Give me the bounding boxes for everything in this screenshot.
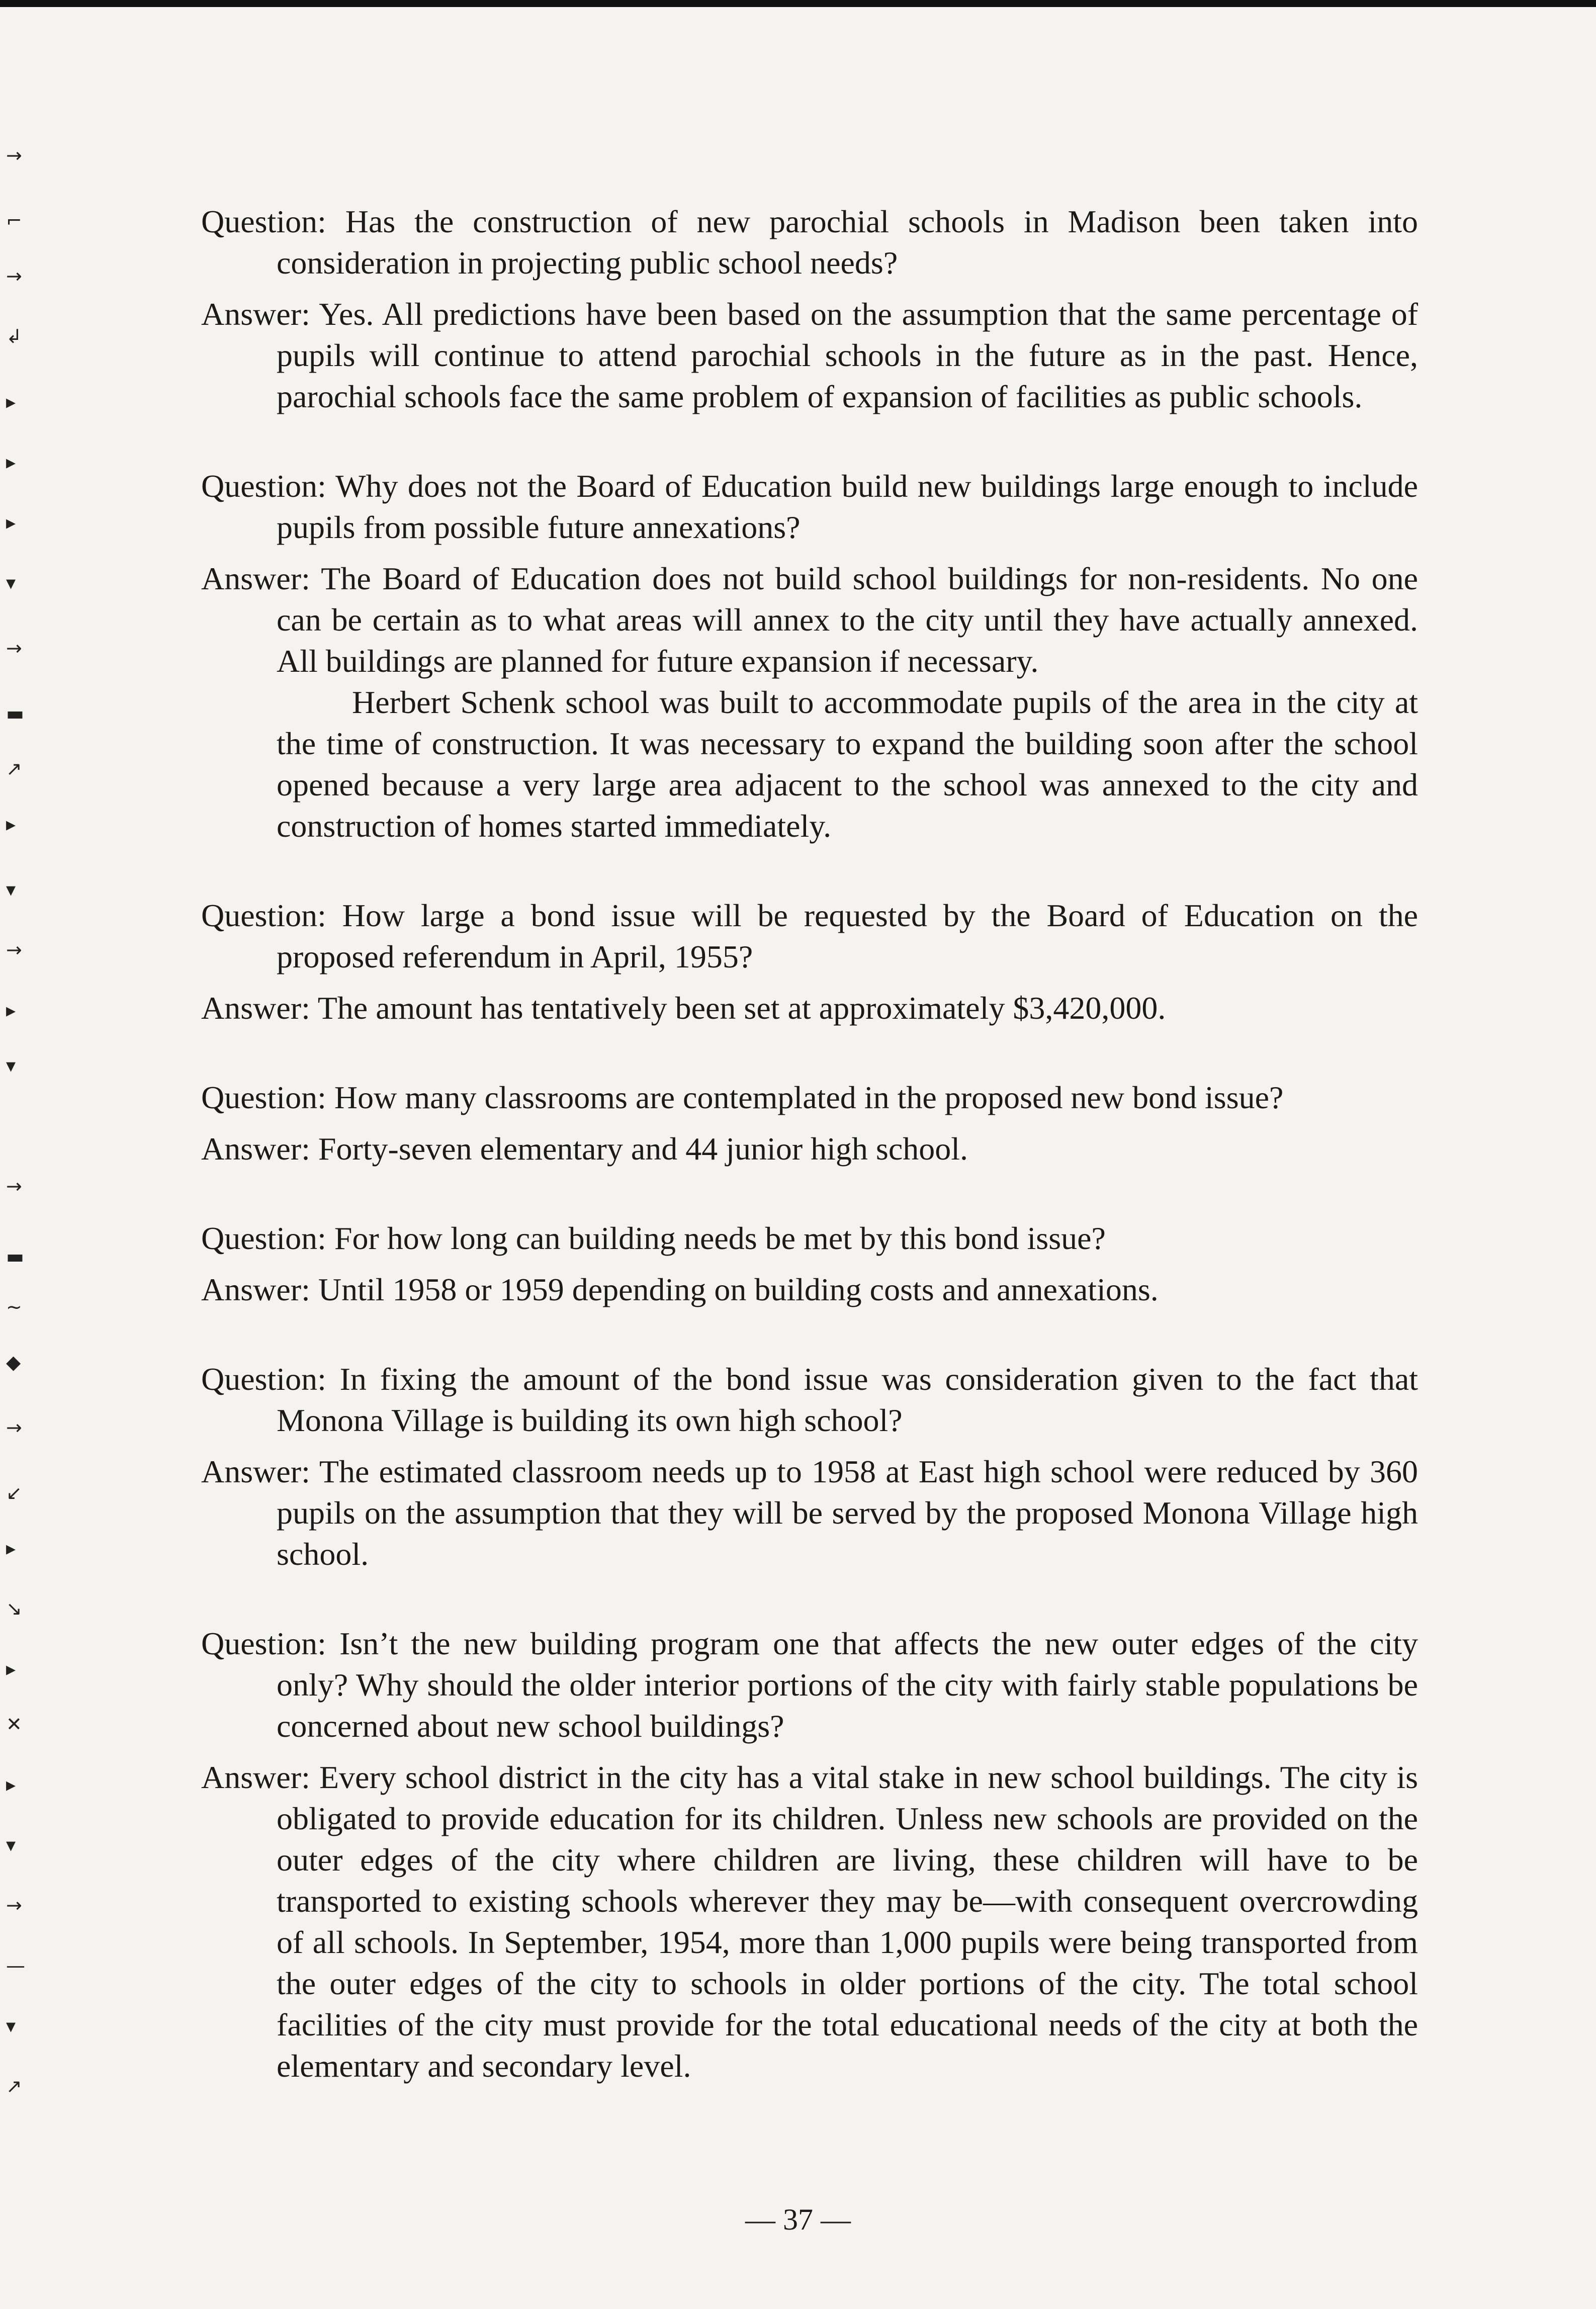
margin-tick-mark: ✕ — [6, 1713, 22, 1735]
margin-tick-mark: ▬ — [6, 1246, 24, 1268]
question-1 — [201, 201, 1418, 284]
margin-tick-mark: ↗ — [6, 758, 22, 780]
margin-tick-mark: → — [6, 637, 22, 659]
margin-tick-mark: ◆ — [6, 1351, 21, 1373]
answer-7 — [201, 1757, 1418, 2087]
margin-tick-mark: → — [6, 1416, 22, 1439]
answer-text: Yes. All predictions have been based on the assumption that the same percentage of pupils will continue to attend parochial schools in the future as in the past. Hence, parochial schools face the same problem of expansion of facilities as public schools. — [277, 296, 1418, 414]
answer-1 — [201, 294, 1418, 417]
binding-margin-marks — [0, 0, 45, 2309]
question-4 — [201, 1077, 1418, 1118]
margin-tick-mark: ▸ — [6, 511, 16, 534]
question-label: Question: — [201, 1080, 326, 1115]
answer-3 — [201, 988, 1418, 1029]
top-edge-rule — [0, 0, 1596, 7]
margin-tick-mark: ⌐ — [6, 210, 22, 232]
margin-tick-mark: ▸ — [6, 391, 16, 413]
answer-label: Answer: — [201, 990, 310, 1026]
question-label: Question: — [201, 468, 326, 504]
answer-label: Answer: — [201, 561, 310, 596]
answer-label: Answer: — [201, 1454, 310, 1489]
page-number: — 37 — — [745, 2203, 851, 2236]
margin-tick-mark: ↲ — [6, 325, 22, 347]
answer-label: Answer: — [201, 1131, 310, 1167]
margin-tick-mark: — — [6, 1955, 25, 1977]
margin-tick-mark: → — [6, 144, 22, 166]
question-text: Isn’t the new building program one that affects the new outer edges of the city only? Why should the older interior portions of the city with fairly stable populations be concerned about new school buildings? — [277, 1626, 1418, 1744]
margin-tick-mark: ▸ — [6, 451, 16, 473]
question-text: For how long can building needs be met by this bond issue? — [334, 1220, 1106, 1256]
answer-label: Answer: — [201, 1759, 310, 1795]
question-text: How many classrooms are contemplated in the proposed new bond issue? — [334, 1080, 1284, 1115]
question-text: In fixing the amount of the bond issue was consideration given to the fact that Monona Village is building its own high school? — [277, 1361, 1418, 1438]
margin-tick-mark: ▾ — [6, 1054, 16, 1077]
margin-tick-mark: → — [6, 265, 22, 287]
margin-tick-mark: ~ — [6, 1296, 22, 1318]
margin-tick-mark: ↘ — [6, 1597, 22, 1620]
question-5 — [201, 1218, 1418, 1259]
margin-tick-mark: ↗ — [6, 2075, 22, 2097]
margin-tick-mark: → — [6, 939, 22, 961]
answer-6 — [201, 1451, 1418, 1575]
question-label: Question: — [201, 1626, 326, 1661]
question-3 — [201, 895, 1418, 978]
question-2 — [201, 466, 1418, 548]
question-label: Question: — [201, 1220, 326, 1256]
margin-tick-mark: ▾ — [6, 1834, 16, 1856]
margin-tick-mark: ▾ — [6, 878, 16, 901]
margin-tick-mark: ▾ — [6, 2015, 16, 2037]
answer-text: The amount has tentatively been set at approximately $3,420,000. — [317, 990, 1166, 1026]
answer-text: The Board of Education does not build school buildings for non-residents. No one can be certain as to what areas will annex to the city until they have actually annexed. All buildings are planned for future expansion if necessary. — [277, 561, 1418, 679]
answer-label: Answer: — [201, 296, 310, 332]
answer-5 — [201, 1269, 1418, 1310]
margin-tick-mark: ↙ — [6, 1482, 22, 1504]
answer-2 — [201, 558, 1418, 682]
question-text: Why does not the Board of Education build new buildings large enough to include pupils from possible future annexations? — [277, 468, 1418, 545]
question-6 — [201, 1359, 1418, 1441]
answer-text: Every school district in the city has a vital stake in new school buildings. The city is obligated to provide education for its children. Unless new schools are provided on the outer edges of the city where children are living, these children will have to be transported to existing schools wherever they may be—with consequent overcrowding of all schools. In September, 1954, more than 1,000 pupils were being transported from the outer edges of the city to schools in older portions of the city. The total school facilities of the city must provide for the total educational needs of the city at both the elementary and secondary level. — [277, 1759, 1418, 2084]
question-label: Question: — [201, 204, 326, 239]
margin-tick-mark: → — [6, 1175, 22, 1197]
answer-text: Forty-seven elementary and 44 junior high school. — [318, 1131, 968, 1167]
margin-tick-mark: ▸ — [6, 1537, 16, 1559]
answer-text: Until 1958 or 1959 depending on building costs and annexations. — [318, 1272, 1159, 1307]
question-label: Question: — [201, 898, 326, 933]
question-7 — [201, 1623, 1418, 1747]
question-text: How large a bond issue will be requested by the Board of Education on the proposed referendum in April, 1955? — [277, 898, 1418, 974]
margin-tick-mark: ▸ — [6, 813, 16, 835]
answer-4 — [201, 1128, 1418, 1170]
margin-tick-mark: ▸ — [6, 1773, 16, 1796]
qa-document-body — [201, 201, 1418, 2087]
margin-tick-mark: ▾ — [6, 572, 16, 594]
margin-tick-mark: → — [6, 1894, 22, 1916]
question-label: Question: — [201, 1361, 326, 1397]
margin-tick-mark: ▸ — [6, 999, 16, 1021]
answer-label: Answer: — [201, 1272, 310, 1307]
answer-2-paragraph-2: Herbert Schenk school was built to accommodate pupils of the area in the city at the time of construction. It was necessary to expand the building soon after the school opened because a very large area adjacent to the school was annexed to the city and construction of homes started immediately. — [277, 684, 1418, 844]
margin-tick-mark: ▬ — [6, 702, 24, 725]
question-text: Has the construction of new parochial schools in Madison been taken into consideration in projecting public school needs? — [277, 204, 1418, 281]
margin-tick-mark: ▸ — [6, 1658, 16, 1680]
answer-text: The estimated classroom needs up to 1958 at East high school were reduced by 360 pupils on the assumption that they will be served by the proposed Monona Village high school. — [277, 1454, 1418, 1572]
